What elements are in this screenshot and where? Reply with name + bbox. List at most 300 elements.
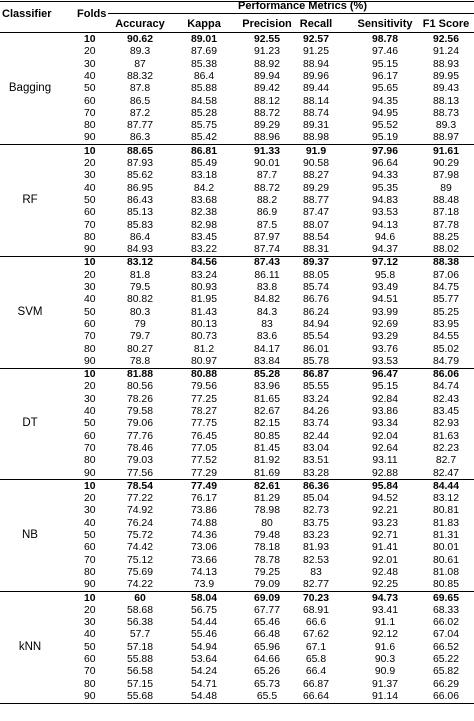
metric-cell: 88.72: [253, 182, 280, 194]
metric-cell: 55.46: [190, 629, 217, 641]
metric-cell: 53.64: [190, 654, 217, 665]
fold-cell: 80: [84, 231, 96, 243]
metric-cell: 87.18: [432, 207, 459, 219]
metric-cell: 83.6: [256, 331, 278, 343]
metric-cell: 78.27: [190, 406, 217, 417]
metric-cell: 66.06: [432, 690, 459, 702]
metric-cell: 95.8: [374, 269, 396, 281]
fold-cell: 50: [84, 530, 96, 541]
metric-cell: 74.13: [190, 566, 217, 578]
metric-cell: 66.6: [305, 617, 327, 629]
metric-cell: 81.95: [190, 294, 217, 306]
metric-cell: 93.49: [371, 282, 398, 293]
metric-cell: 90.29: [432, 158, 459, 169]
fold-cell: 70: [84, 331, 96, 343]
metric-cell: 87.78: [432, 219, 459, 231]
metric-cell: 73.06: [190, 542, 217, 554]
metric-cell: 94.6: [374, 231, 396, 243]
metric-cell: 74.42: [126, 542, 153, 554]
metric-cell: 89.29: [302, 182, 329, 194]
metric-cell: 86.06: [432, 369, 459, 381]
metric-cell: 82.43: [432, 393, 459, 405]
metric-cell: 94.33: [371, 170, 398, 182]
metric-cell: 66.64: [302, 690, 329, 702]
header-metric: Accuracy: [115, 18, 165, 30]
metric-cell: 92.69: [371, 318, 398, 330]
metric-cell: 67.1: [305, 641, 327, 653]
metric-cell: 66.4: [305, 666, 327, 678]
metric-cell: 66.02: [432, 617, 459, 629]
metric-cell: 81.29: [253, 493, 280, 505]
metric-cell: 79.58: [126, 406, 153, 417]
metric-cell: 88.65: [126, 145, 153, 157]
metric-cell: 80.93: [190, 282, 217, 293]
metric-cell: 83.04: [302, 442, 329, 454]
metric-cell: 85.54: [302, 331, 329, 343]
metric-cell: 83.24: [190, 269, 217, 281]
metric-cell: 92.64: [371, 442, 398, 454]
metric-cell: 73.66: [190, 554, 217, 566]
metric-cell: 83.8: [256, 282, 278, 293]
metric-cell: 68.91: [302, 604, 329, 616]
metric-cell: 88.32: [126, 70, 153, 82]
metric-cell: 82.7: [435, 455, 457, 467]
metric-cell: 55.88: [126, 654, 153, 665]
fold-cell: 50: [84, 194, 96, 206]
metric-cell: 83.23: [302, 530, 329, 541]
metric-cell: 78.26: [126, 393, 153, 405]
metric-cell: 91.61: [432, 145, 459, 157]
metric-cell: 73.9: [193, 579, 215, 591]
metric-cell: 85.75: [190, 120, 217, 132]
metric-cell: 92.55: [253, 34, 280, 45]
metric-cell: 88.13: [432, 95, 459, 107]
metric-cell: 88.74: [302, 107, 329, 119]
metric-cell: 81.69: [253, 467, 280, 479]
metric-cell: 85.42: [190, 132, 217, 144]
metric-cell: 86.11: [254, 269, 280, 281]
metric-cell: 73.86: [190, 505, 217, 517]
metric-cell: 86.36: [302, 480, 329, 492]
metric-cell: 82.53: [302, 554, 329, 566]
metric-cell: 80.61: [432, 554, 459, 566]
metric-cell: 90.58: [302, 158, 329, 169]
metric-cell: 78.8: [129, 355, 151, 367]
metric-cell: 94.52: [371, 493, 398, 505]
metric-cell: 58.68: [126, 604, 153, 616]
fold-cell: 60: [84, 318, 96, 330]
metric-cell: 94.13: [371, 219, 398, 231]
fold-cell: 30: [84, 505, 96, 517]
metric-cell: 81.43: [190, 306, 217, 318]
metric-cell: 79.48: [253, 530, 280, 541]
metric-cell: 67.77: [253, 604, 280, 616]
metric-cell: 82.15: [253, 418, 280, 430]
header-metric: Precision: [242, 18, 292, 30]
metric-cell: 85.28: [190, 107, 217, 119]
metric-cell: 92.12: [371, 629, 398, 641]
fold-cell: 30: [84, 282, 96, 293]
metric-cell: 93.29: [371, 331, 398, 343]
metric-cell: 84.79: [432, 355, 459, 367]
metric-cell: 83.45: [190, 231, 217, 243]
fold-cell: 40: [84, 629, 96, 641]
fold-cell: 80: [84, 343, 96, 355]
metric-cell: 83.45: [432, 406, 459, 417]
metric-cell: 84.56: [190, 257, 217, 269]
metric-cell: 79.03: [126, 455, 153, 467]
metric-cell: 92.88: [371, 467, 398, 479]
metric-cell: 80: [261, 517, 273, 529]
metric-cell: 91.41: [371, 542, 398, 554]
metric-cell: 82.77: [302, 579, 329, 591]
metric-cell: 85.74: [302, 282, 329, 293]
metric-cell: 86.9: [256, 207, 278, 219]
metric-cell: 78.54: [126, 480, 153, 492]
metric-cell: 83.75: [302, 517, 329, 529]
metric-cell: 64.66: [253, 654, 280, 665]
fold-cell: 90: [84, 579, 96, 591]
metric-cell: 97.12: [371, 257, 398, 269]
metric-cell: 86.4: [129, 231, 151, 243]
metric-cell: 93.11: [372, 455, 398, 467]
fold-cell: 90: [84, 244, 96, 256]
fold-cell: 70: [84, 554, 96, 566]
metric-cell: 60: [134, 592, 146, 604]
metric-cell: 97.96: [371, 145, 398, 157]
metric-cell: 86.81: [190, 145, 217, 157]
metric-cell: 87.5: [256, 219, 278, 231]
metric-cell: 93.86: [371, 406, 398, 417]
metric-cell: 68.33: [432, 604, 459, 616]
metric-cell: 65.96: [253, 641, 280, 653]
fold-cell: 40: [84, 406, 96, 417]
metric-cell: 85.77: [432, 294, 459, 306]
metric-cell: 81.92: [253, 455, 280, 467]
metric-cell: 88.07: [302, 219, 329, 231]
fold-cell: 40: [84, 70, 96, 82]
metric-cell: 77.75: [190, 418, 217, 430]
metric-cell: 74.22: [126, 579, 153, 591]
fold-cell: 20: [84, 493, 96, 505]
metric-cell: 90.01: [253, 158, 280, 169]
fold-cell: 30: [84, 58, 96, 70]
fold-cell: 70: [84, 219, 96, 231]
metric-cell: 91.24: [432, 46, 459, 58]
metric-cell: 85.88: [190, 83, 217, 95]
metric-cell: 84.17: [253, 343, 280, 355]
metric-cell: 83: [310, 566, 322, 578]
metric-cell: 78.78: [253, 554, 280, 566]
fold-cell: 20: [84, 269, 96, 281]
metric-cell: 90.9: [374, 666, 396, 678]
metric-cell: 77.25: [190, 393, 217, 405]
metric-cell: 84.93: [126, 244, 153, 256]
metric-cell: 88.54: [302, 231, 329, 243]
metric-cell: 83.28: [302, 467, 329, 479]
fold-cell: 50: [84, 83, 96, 95]
metric-cell: 85.55: [302, 381, 329, 393]
metric-cell: 80.85: [432, 579, 459, 591]
metric-cell: 80.13: [190, 318, 217, 330]
metric-cell: 83.95: [432, 318, 459, 330]
fold-cell: 20: [84, 381, 96, 393]
classifier-name: DT: [22, 417, 38, 430]
metric-cell: 75.69: [126, 566, 153, 578]
metric-cell: 84.94: [302, 318, 329, 330]
metric-cell: 80.3: [129, 306, 151, 318]
metric-cell: 78.46: [126, 442, 153, 454]
metric-cell: 83.12: [432, 493, 459, 505]
metric-cell: 89.42: [253, 83, 280, 95]
metric-cell: 77.29: [190, 467, 217, 479]
fold-cell: 10: [84, 257, 96, 269]
metric-cell: 77.56: [126, 467, 153, 479]
classifier-name: kNN: [18, 640, 42, 653]
metric-cell: 81.65: [253, 393, 280, 405]
metric-cell: 74.36: [190, 530, 217, 541]
metric-cell: 74.88: [190, 517, 217, 529]
metric-cell: 80.81: [432, 505, 459, 517]
classifier-name: RF: [22, 194, 38, 207]
fold-cell: 80: [84, 455, 96, 467]
metric-cell: 65.26: [253, 666, 280, 678]
metric-cell: 94.51: [371, 294, 398, 306]
fold-cell: 70: [84, 107, 96, 119]
metric-cell: 81.93: [302, 542, 329, 554]
metric-cell: 88.25: [432, 231, 459, 243]
metric-cell: 84.75: [432, 282, 459, 293]
header-folds: Folds: [77, 8, 107, 20]
metric-cell: 55.68: [126, 690, 153, 702]
metric-cell: 82.67: [253, 406, 280, 417]
metric-cell: 81.08: [432, 566, 459, 578]
metric-cell: 66.48: [253, 629, 280, 641]
metric-cell: 82.38: [190, 207, 217, 219]
fold-cell: 40: [84, 182, 96, 194]
metric-cell: 83: [261, 318, 273, 330]
metric-cell: 93.53: [371, 207, 398, 219]
metric-cell: 79.56: [190, 381, 217, 393]
metric-cell: 88.77: [302, 194, 329, 206]
metric-cell: 88.02: [432, 244, 459, 256]
metric-cell: 66.52: [432, 641, 459, 653]
metric-cell: 95.52: [371, 120, 398, 132]
fold-cell: 50: [84, 641, 96, 653]
metric-cell: 84.44: [432, 480, 459, 492]
metric-cell: 83.68: [190, 194, 217, 206]
metric-cell: 66.29: [432, 678, 459, 690]
metric-cell: 97.46: [371, 46, 398, 58]
metric-cell: 82.44: [302, 430, 329, 442]
metric-cell: 86.4: [193, 70, 215, 82]
metric-cell: 88.14: [302, 95, 329, 107]
metric-cell: 95.65: [371, 83, 398, 95]
metric-cell: 89: [440, 182, 452, 194]
metric-cell: 80.88: [190, 369, 217, 381]
fold-cell: 80: [84, 678, 96, 690]
metric-cell: 95.84: [371, 480, 398, 492]
fold-cell: 60: [84, 95, 96, 107]
metric-cell: 56.75: [190, 604, 217, 616]
metric-cell: 87.77: [126, 120, 153, 132]
metric-cell: 74.92: [126, 505, 153, 517]
metric-cell: 92.21: [371, 505, 398, 517]
metric-cell: 91.33: [253, 145, 280, 157]
fold-cell: 10: [84, 480, 96, 492]
metric-cell: 77.22: [126, 493, 153, 505]
metric-cell: 88.94: [302, 58, 329, 70]
metric-cell: 83.96: [253, 381, 280, 393]
metric-cell: 92.57: [302, 34, 329, 45]
metric-cell: 65.82: [432, 666, 459, 678]
group-rule: [108, 13, 474, 14]
metric-cell: 89.43: [432, 83, 459, 95]
metric-cell: 82.93: [432, 418, 459, 430]
metric-cell: 88.05: [302, 269, 329, 281]
header-metric: Recall: [299, 18, 333, 30]
classifier-name: Bagging: [8, 82, 52, 95]
fold-cell: 60: [84, 207, 96, 219]
fold-cell: 10: [84, 145, 96, 157]
metric-cell: 94.73: [371, 592, 398, 604]
fold-cell: 60: [84, 542, 96, 554]
fold-cell: 30: [84, 617, 96, 629]
metric-cell: 88.96: [253, 132, 280, 144]
metric-cell: 96.17: [371, 70, 398, 82]
metric-cell: 92.25: [371, 579, 398, 591]
metric-cell: 81.8: [129, 269, 151, 281]
classifier-name: NB: [22, 529, 38, 542]
metric-cell: 65.22: [432, 654, 459, 665]
metric-cell: 84.2: [193, 182, 215, 194]
metric-cell: 96.47: [371, 369, 398, 381]
metric-cell: 89.44: [302, 83, 329, 95]
metric-cell: 93.76: [371, 343, 398, 355]
fold-cell: 90: [84, 355, 96, 367]
metric-cell: 88.72: [253, 107, 280, 119]
metric-cell: 85.62: [126, 170, 153, 182]
metric-cell: 85.38: [190, 58, 217, 70]
metric-cell: 65.73: [253, 678, 280, 690]
metric-cell: 82.73: [302, 505, 329, 517]
metric-cell: 79.09: [253, 579, 280, 591]
metric-cell: 57.18: [126, 641, 153, 653]
metric-cell: 87.43: [253, 257, 280, 269]
metric-cell: 85.04: [302, 493, 329, 505]
classifier-name: SVM: [17, 305, 43, 318]
metric-cell: 56.38: [126, 617, 153, 629]
metric-cell: 76.45: [190, 430, 217, 442]
metric-cell: 89.37: [302, 257, 329, 269]
metric-cell: 89.3: [435, 120, 457, 132]
metric-cell: 54.44: [190, 617, 217, 629]
header-metric: Kappa: [187, 18, 221, 30]
metric-cell: 80.01: [432, 542, 459, 554]
metric-cell: 79: [134, 318, 146, 330]
metric-cell: 70.23: [302, 592, 329, 604]
metric-cell: 79.5: [129, 282, 151, 293]
metric-cell: 84.58: [190, 95, 217, 107]
metric-cell: 96.64: [371, 158, 398, 169]
metric-cell: 88.38: [432, 257, 459, 269]
metric-cell: 83.12: [126, 257, 153, 269]
metric-cell: 87.8: [129, 83, 151, 95]
metric-cell: 78.18: [253, 542, 280, 554]
metric-cell: 93.99: [371, 306, 398, 318]
metric-cell: 87.47: [302, 207, 329, 219]
metric-cell: 93.41: [371, 604, 398, 616]
metric-cell: 86.24: [302, 306, 329, 318]
metric-cell: 58.04: [190, 592, 217, 604]
metric-cell: 88.2: [256, 194, 278, 206]
metric-cell: 90.3: [374, 654, 396, 665]
metric-cell: 81.88: [126, 369, 153, 381]
metric-cell: 85.13: [126, 207, 153, 219]
fold-cell: 90: [84, 467, 96, 479]
metric-cell: 80.97: [190, 355, 217, 367]
fold-cell: 50: [84, 306, 96, 318]
metric-cell: 93.34: [371, 418, 398, 430]
fold-cell: 90: [84, 132, 96, 144]
metric-cell: 87: [134, 58, 146, 70]
metric-cell: 87.7: [256, 170, 278, 182]
metric-cell: 67.04: [432, 629, 459, 641]
metric-cell: 86.43: [126, 194, 153, 206]
metric-cell: 89.94: [253, 70, 280, 82]
metric-cell: 85.78: [302, 355, 329, 367]
metric-cell: 88.48: [432, 194, 459, 206]
metric-cell: 80.82: [126, 294, 153, 306]
metric-cell: 54.48: [190, 690, 217, 702]
fold-cell: 30: [84, 393, 96, 405]
fold-cell: 40: [84, 294, 96, 306]
fold-cell: 20: [84, 46, 96, 58]
metric-cell: 83.18: [190, 170, 217, 182]
metric-cell: 89.01: [190, 34, 217, 45]
fold-cell: 10: [84, 34, 96, 45]
metric-cell: 54.71: [190, 678, 217, 690]
fold-cell: 60: [84, 654, 96, 665]
fold-cell: 70: [84, 442, 96, 454]
metric-cell: 81.83: [432, 517, 459, 529]
metric-cell: 94.95: [371, 107, 398, 119]
metric-cell: 94.83: [371, 194, 398, 206]
metric-cell: 57.15: [126, 678, 153, 690]
metric-cell: 77.76: [126, 430, 153, 442]
metric-cell: 85.49: [190, 158, 217, 169]
fold-cell: 70: [84, 666, 96, 678]
metric-cell: 87.06: [432, 269, 459, 281]
metric-cell: 84.82: [253, 294, 280, 306]
metric-cell: 78.98: [253, 505, 280, 517]
metric-cell: 81.45: [253, 442, 280, 454]
fold-cell: 20: [84, 604, 96, 616]
metric-cell: 84.3: [256, 306, 278, 318]
top-rule: [0, 1, 474, 2]
metric-cell: 77.05: [190, 442, 217, 454]
group-separator: [0, 703, 474, 704]
metric-cell: 83.24: [302, 393, 329, 405]
fold-cell: 20: [84, 158, 96, 169]
metric-cell: 81.2: [193, 343, 215, 355]
metric-cell: 89.3: [129, 46, 151, 58]
metric-cell: 92.48: [371, 566, 398, 578]
metric-cell: 77.49: [190, 480, 217, 492]
metric-cell: 86.5: [129, 95, 151, 107]
metric-cell: 91.1: [374, 617, 396, 629]
fold-cell: 50: [84, 418, 96, 430]
